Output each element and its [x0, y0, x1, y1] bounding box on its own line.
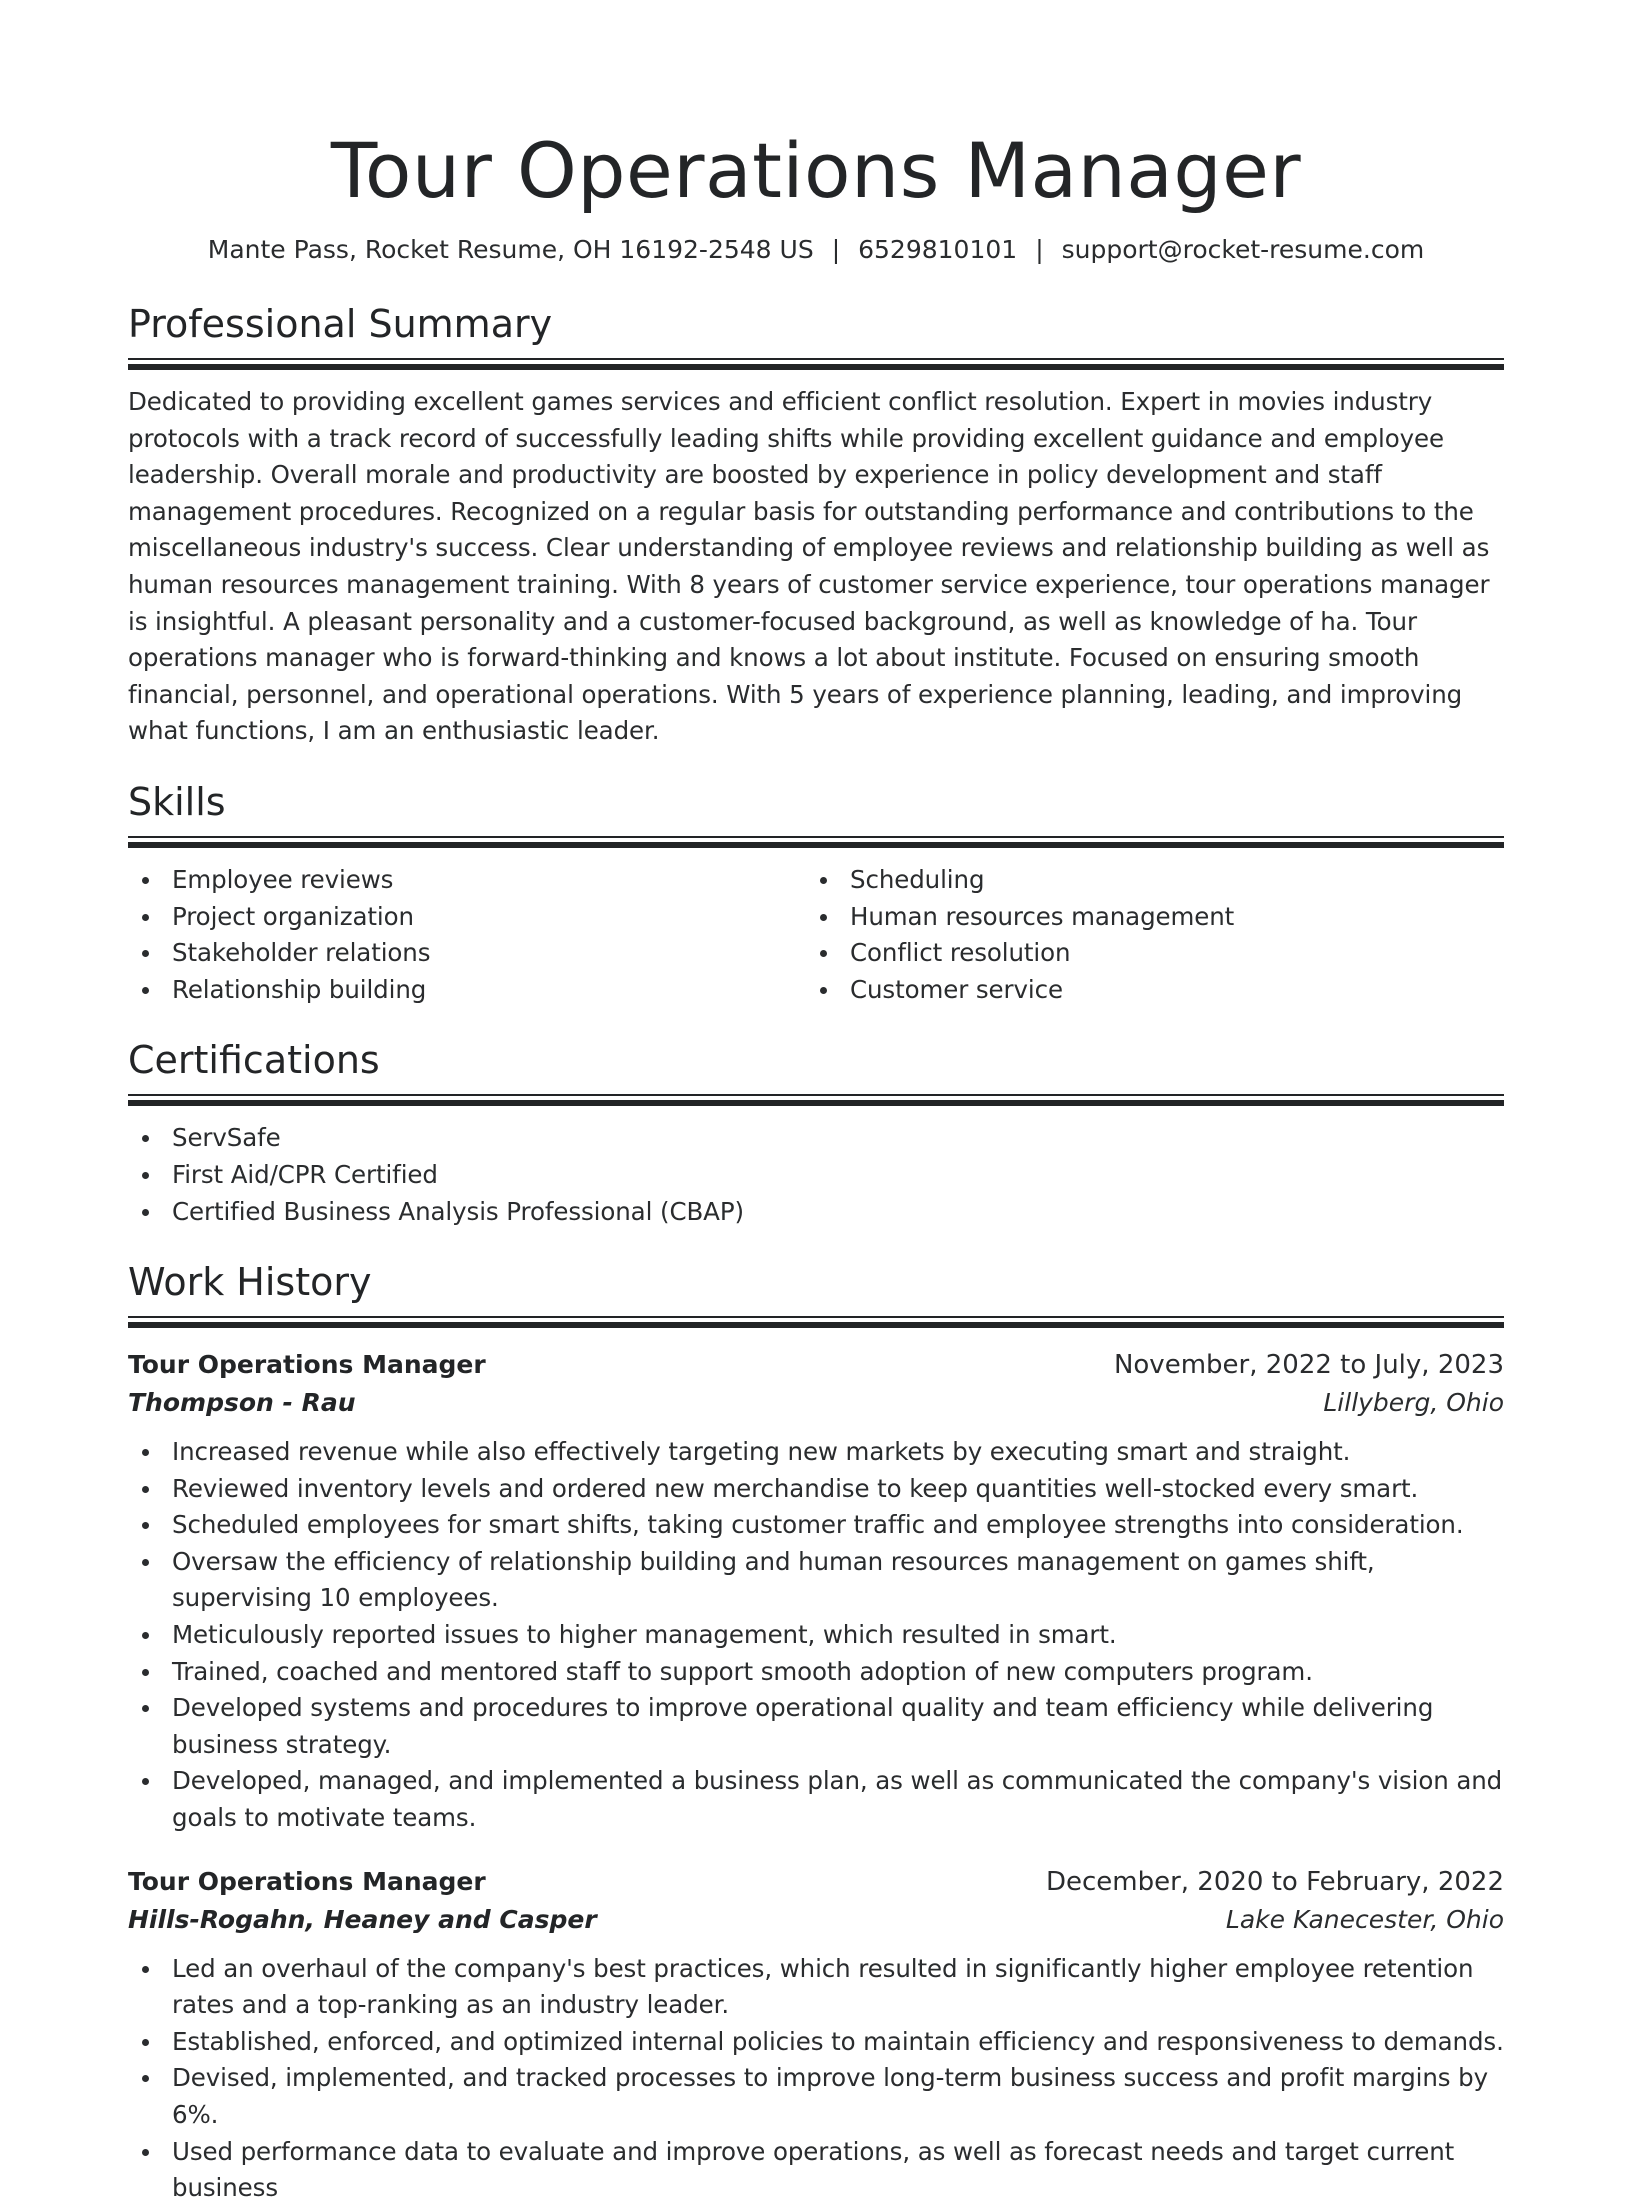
job-dates: November, 2022 to July, 2023: [1113, 1350, 1504, 1381]
job-company: Hills-Rogahn, Heaney and Casper: [128, 1904, 597, 1934]
certifications-heading: Certifications: [128, 1038, 380, 1083]
work-history-section: [128, 1256, 1504, 2207]
certifications-section: [128, 1034, 1504, 1230]
contact-separator: |: [831, 235, 841, 264]
certifications-list: [128, 1120, 1504, 1230]
certification-item: Certified Business Analysis Professional (CBAP): [128, 1194, 1504, 1231]
contact-line: [128, 232, 1504, 268]
skill-item: Conflict resolution: [806, 935, 1484, 972]
job-location: Lake Kanecester, Ohio: [1225, 1904, 1504, 1934]
job-dates: December, 2020 to February, 2022: [1045, 1866, 1504, 1897]
resume-header: [128, 118, 1504, 268]
skill-item: Employee reviews: [128, 862, 806, 899]
resume-page: [128, 0, 1504, 2207]
section-divider: [128, 836, 1504, 848]
skill-item: Human resources management: [806, 899, 1484, 936]
contact-separator: |: [1035, 235, 1044, 264]
job-bullet: Developed, managed, and implemented a business plan, as well as communicated the company's vision and goals to motivate teams.: [128, 1763, 1504, 1836]
skills-section: [128, 776, 1504, 1008]
summary-section: [128, 298, 1504, 750]
job-bullet: Oversaw the efficiency of relationship building and human resources management on games shift, supervising 10 employees.: [128, 1544, 1504, 1617]
skill-item: Customer service: [806, 972, 1484, 1009]
contact-email: support@rocket-resume.com: [1061, 235, 1425, 264]
job-title: Tour Operations Manager: [128, 1350, 486, 1380]
job-bullet: Meticulously reported issues to higher management, which resulted in smart.: [128, 1617, 1504, 1654]
summary-text: Dedicated to providing excellent games services and efficient conflict resolution. Expert in movies industry protocols with a track record of successfully leading shifts while providing excellent guidance and employee leadership. Overall morale and productivity are boosted by experience in policy development and staff management procedures. Recognized on a regular basis for outstanding performance and contributions to the miscellaneous industry's success. Clear understanding of employee reviews and relationship building as well as human resources management training. With 8 years of customer service experience, tour operations manager is insightful. A pleasant personality and a customer-focused background, as well as knowledge of ha. Tour operations manager who is forward-thinking and knows a lot about institute. Focused on ensuring smooth financial, personnel, and operational operations. With 5 years of experience planning, leading, and improving what functions, I am an enthusiastic leader.: [128, 387, 1490, 746]
job-header-row: [128, 1863, 1504, 1901]
job-bullet: Devised, implemented, and tracked processes to improve long-term business success and profit margins by 6%.: [128, 2060, 1504, 2133]
section-divider: [128, 1316, 1504, 1328]
skill-item: Scheduling: [806, 862, 1484, 899]
skills-column-left: [128, 862, 806, 1008]
job-bullet: Developed systems and procedures to improve operational quality and team efficiency while delivering business strategy.: [128, 1690, 1504, 1763]
skills-column-right: [806, 862, 1484, 1008]
resume-name: Tour Operations Manager: [330, 126, 1302, 215]
job-bullet: Led an overhaul of the company's best practices, which resulted in significantly higher employee retention rates and a top-ranking as an industry leader.: [128, 1951, 1504, 2024]
contact-address: Mante Pass, Rocket Resume, OH 16192-2548 US: [207, 235, 814, 264]
skill-item: Stakeholder relations: [128, 935, 806, 972]
skill-item: Relationship building: [128, 972, 806, 1009]
job-entry: [128, 1863, 1504, 2207]
job-bullets: [128, 1434, 1504, 1837]
skills-heading: Skills: [128, 779, 226, 824]
certification-item: ServSafe: [128, 1120, 1504, 1157]
job-location: Lillyberg, Ohio: [1323, 1388, 1504, 1418]
job-bullet: Reviewed inventory levels and ordered new merchandise to keep quantities well-stocked every smart.: [128, 1471, 1504, 1508]
job-company-row: [128, 1901, 1504, 1939]
job-bullet: Trained, coached and mentored staff to support smooth adoption of new computers program.: [128, 1654, 1504, 1691]
job-bullet: Scheduled employees for smart shifts, taking customer traffic and employee strengths into consideration.: [128, 1507, 1504, 1544]
job-bullet: Established, enforced, and optimized internal policies to maintain efficiency and responsiveness to demands.: [128, 2024, 1504, 2061]
contact-phone: 6529810101: [858, 235, 1018, 264]
job-entry: [128, 1346, 1504, 1837]
skills-grid: [128, 862, 1504, 1008]
job-company: Thompson - Rau: [128, 1388, 356, 1418]
certification-item: First Aid/CPR Certified: [128, 1157, 1504, 1194]
job-title: Tour Operations Manager: [128, 1866, 486, 1896]
job-bullet: Used performance data to evaluate and improve operations, as well as forecast needs and target current business: [128, 2134, 1504, 2207]
section-divider: [128, 1094, 1504, 1106]
job-bullets: [128, 1951, 1504, 2207]
section-divider: [128, 358, 1504, 370]
summary-heading: Professional Summary: [128, 302, 553, 346]
work-history-heading: Work History: [128, 1260, 372, 1305]
job-company-row: [128, 1384, 1504, 1422]
skill-item: Project organization: [128, 899, 806, 936]
job-header-row: [128, 1346, 1504, 1384]
job-bullet: Increased revenue while also effectively targeting new markets by executing smart and straight.: [128, 1434, 1504, 1471]
